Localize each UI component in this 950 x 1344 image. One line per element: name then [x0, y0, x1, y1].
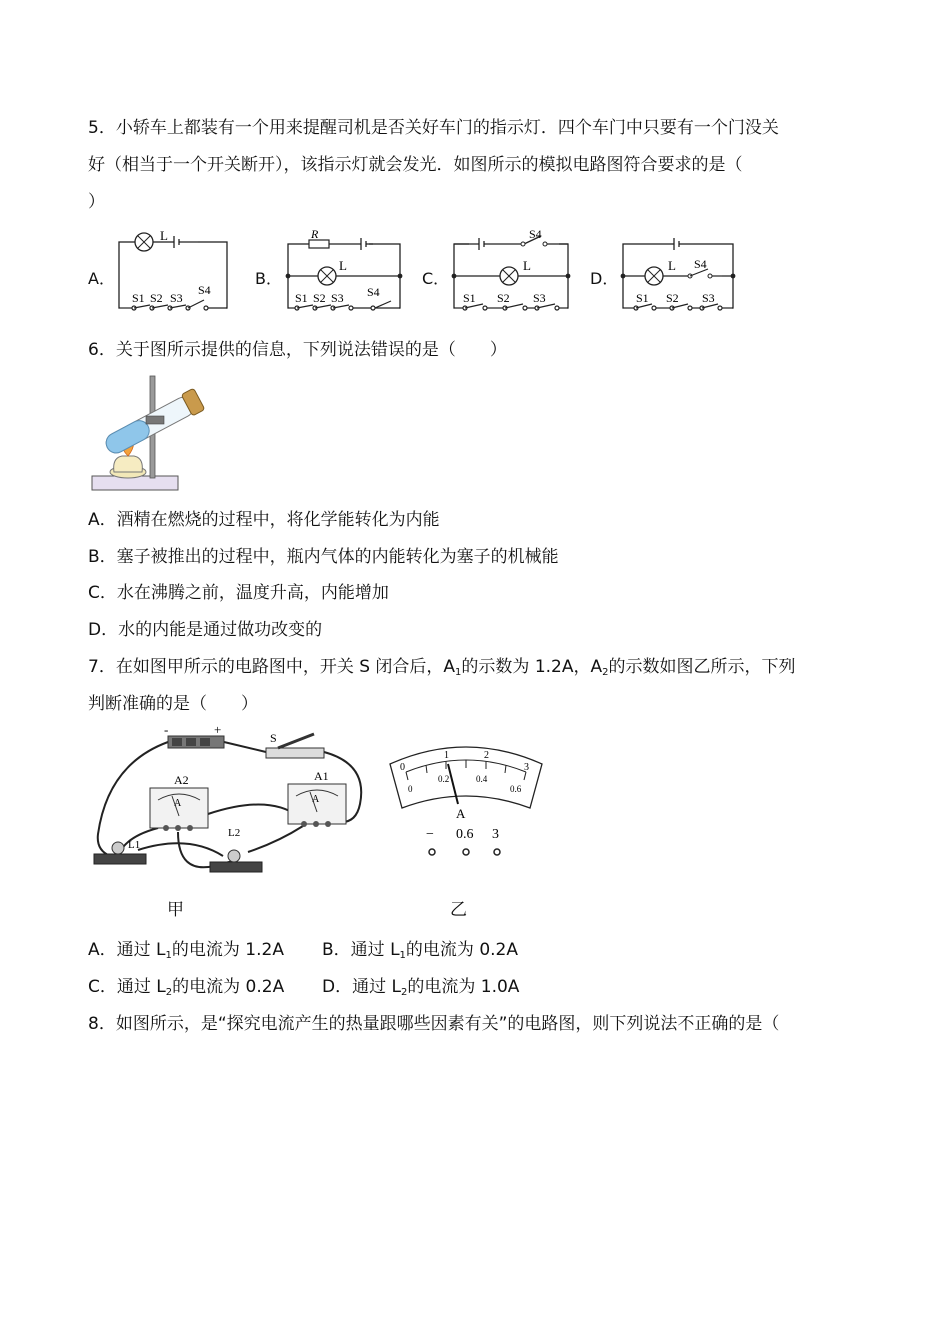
- switch-label: S3: [331, 291, 344, 305]
- switch-label: S: [270, 731, 277, 745]
- stand-base-icon: [92, 476, 178, 490]
- resistor-label: R: [311, 227, 319, 241]
- switch-label: S2: [497, 291, 510, 305]
- q7-figure-jia-caption: 甲: [167, 900, 184, 920]
- terminal-label: 0.6: [456, 827, 474, 842]
- scale-top-label: 2: [484, 750, 489, 761]
- switch-label: S1: [636, 291, 649, 305]
- q5-option-d-label: D．: [590, 269, 619, 288]
- lamp-label: L: [523, 258, 531, 273]
- lamp-label: L: [160, 228, 168, 243]
- q7-circuit-jia: [88, 724, 378, 882]
- battery-icon: [168, 736, 224, 748]
- q7-option-a: A．通过 $L_1$的电流为 1.2A: [88, 940, 284, 961]
- meter-face-label: A: [312, 794, 320, 805]
- lamp-l2-label: L2: [228, 827, 241, 839]
- q5-stem-line3: ）: [88, 192, 105, 212]
- switch-label: S1: [132, 291, 145, 305]
- q6-option-c: C．水在沸腾之前，温度升高，内能增加: [88, 583, 389, 603]
- scale-bottom-label: 0.4: [476, 774, 488, 784]
- q6-option-b: B．塞子被推出的过程中，瓶内气体的内能转化为塞子的机械能: [88, 547, 559, 567]
- q8-stem: 8．如图所示，是“探究电流产生的热量跟哪些因素有关”的电路图，则下列说法不正确的是（: [88, 1014, 780, 1034]
- switch-label: S2: [150, 291, 163, 305]
- q6-stem: 6．关于图所示提供的信息，下列说法错误的是（ ）: [88, 340, 507, 360]
- q7-option-d: D．通过 $L_2$的电流为 1.0A: [322, 977, 520, 998]
- meter-unit-label: A: [456, 806, 466, 821]
- q7-stem-line2: 判断准确的是（ ）: [88, 694, 258, 714]
- q5-option-a-label: A．: [88, 269, 115, 288]
- meter-face-label: A: [174, 798, 182, 809]
- q7-figure-yi-caption: 乙: [450, 900, 467, 920]
- ammeter-a1-label: A1: [314, 769, 329, 783]
- lamp-label: L: [668, 258, 676, 273]
- q7-option-c: C．通过 $L_2$的电流为 0.2A: [88, 977, 285, 998]
- switch-label: S3: [533, 291, 546, 305]
- ammeter-a2-icon: [150, 788, 208, 831]
- q7-ammeter-yi: [386, 736, 546, 860]
- q6-option-a: A．酒精在燃烧的过程中，将化学能转化为内能: [88, 510, 440, 530]
- scale-bottom-label: 0: [408, 784, 413, 794]
- lamp-label: L: [339, 258, 347, 273]
- q6-experiment-figure: [88, 372, 213, 494]
- resistor-icon: [309, 240, 329, 248]
- switch-label: S3: [170, 291, 183, 305]
- q7-stem-line1: 7．在如图甲所示的电路图中，开关 S 闭合后，$A_1$的示数为 1.2A，$A_2$的示数如图乙所示，下列: [88, 657, 796, 678]
- q5-option-c-circuit: [449, 226, 573, 314]
- q6-option-d: D．水的内能是通过做功改变的: [88, 620, 323, 640]
- terminal-label: 3: [492, 827, 499, 842]
- switch-label: S1: [295, 291, 308, 305]
- terminal-label: −: [426, 827, 434, 842]
- battery-minus-label: -: [164, 724, 169, 737]
- q5-option-a-circuit: [114, 226, 234, 314]
- ammeter-a1-icon: [288, 784, 346, 827]
- scale-top-label: 3: [524, 762, 529, 773]
- alcohol-lamp-icon: [114, 456, 143, 472]
- scale-bottom-label: 0.6: [510, 784, 522, 794]
- q5-stem-line2: 好（相当于一个开关断开），该指示灯就会发光．如图所示的模拟电路图符合要求的是（: [88, 155, 743, 175]
- switch-label: S3: [702, 291, 715, 305]
- switch-label: S2: [313, 291, 326, 305]
- q5-option-b-label: B．: [255, 269, 282, 288]
- battery-plus-label: +: [214, 724, 222, 737]
- scale-top-label: 1: [444, 750, 449, 761]
- scale-bottom-label: 0.2: [438, 774, 450, 784]
- scale-top-label: 0: [400, 762, 405, 773]
- switch-label: S4: [367, 285, 380, 299]
- switch-label: S4: [198, 283, 211, 297]
- switch-label: S4: [529, 227, 542, 241]
- q5-option-b-circuit: [283, 226, 405, 314]
- lamp-l1-label: L1: [128, 839, 141, 851]
- q5-stem-line1: 5．小轿车上都装有一个用来提醒司机是否关好车门的指示灯．四个车门中只要有一个门没关: [88, 118, 779, 138]
- switch-label: S1: [463, 291, 476, 305]
- q7-option-b: B．通过 $L_1$的电流为 0.2A: [322, 940, 518, 961]
- switch-label: S2: [666, 291, 679, 305]
- switch-label: S4: [694, 257, 707, 271]
- ammeter-a2-label: A2: [174, 773, 189, 787]
- q5-option-c-label: C．: [422, 269, 450, 288]
- q5-option-d-circuit: [618, 226, 738, 314]
